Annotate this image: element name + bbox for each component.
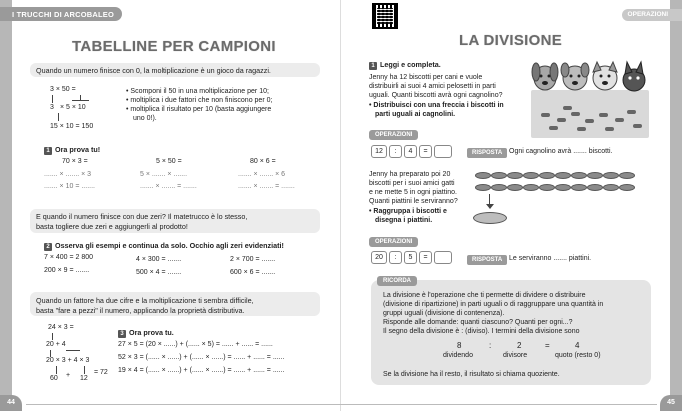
cookie-icon	[523, 184, 539, 191]
try1-c3-r1: 80 × 6 =	[250, 158, 276, 165]
ex2-label	[44, 241, 284, 251]
risposta-label-2: RISPOSTA	[467, 255, 507, 265]
tree1-line	[72, 100, 89, 101]
cookie-icon	[571, 172, 587, 179]
op1-answer-box[interactable]	[434, 145, 452, 158]
tip-text: Scomponi il 50 in una moltiplicazione per 10;	[130, 88, 269, 95]
ex2-r1-c2[interactable]: 4 × 300 = .......	[136, 256, 182, 263]
risposta-label-1: RISPOSTA	[467, 148, 507, 158]
dog-icon	[593, 62, 617, 90]
cookie-icon	[619, 172, 635, 179]
tip-line: • Scomponi il 50 in una moltiplicazione per 10;	[126, 88, 269, 95]
left-header-tab: I TRUCCHI DI ARCOBALEO	[0, 7, 122, 21]
tree3-r4d: = 72	[94, 369, 108, 376]
tree3-r4a: 60	[50, 375, 58, 382]
tree1-line	[52, 95, 53, 103]
tree1-row2b: × 5 × 10	[60, 104, 86, 111]
try1-label-text: Ora prova tu!	[55, 145, 101, 154]
biscuit-icon	[615, 118, 624, 122]
term-value: =	[545, 341, 550, 350]
cookie-icon	[475, 172, 491, 179]
try1-c3-r2[interactable]: ....... × ....... × 6	[238, 171, 286, 178]
cookie-icon	[539, 172, 555, 179]
story2-line: biscotti per i suoi amici gatti	[369, 180, 455, 187]
cookie-icon	[555, 172, 571, 179]
try3-label-text: Ora prova tu.	[129, 328, 174, 337]
intro-text-3a: Quando un fattore ha due cifre e la moltiplicazione ti sembra difficile,	[36, 296, 254, 305]
ex2-r1-c1: 7 × 400 = 2 800	[44, 254, 94, 261]
try1-c2-r3[interactable]: ....... × ....... = .......	[140, 183, 197, 190]
tree1-row1: 3 × 50 =	[50, 86, 76, 93]
try1-c2-r1: 5 × 50 =	[156, 158, 182, 165]
left-side-band	[0, 0, 12, 411]
operazioni-label-2: OPERAZIONI	[369, 237, 418, 247]
cookie-icon	[475, 184, 491, 191]
try1-label	[44, 145, 100, 155]
op1-box: :	[389, 145, 402, 158]
hint2-line: • Raggruppa i biscotti e	[369, 208, 447, 215]
try1-c3-r3[interactable]: ....... × ....... = .......	[238, 183, 295, 190]
left-footer-line	[26, 404, 356, 405]
tip-line: • moltiplica il risultato per 10 (basta aggiungere	[126, 106, 272, 113]
answer2[interactable]: Le serviranno ....... piattini.	[509, 255, 592, 262]
biscuit-icon	[599, 113, 608, 117]
left-page-title: TABELLINE PER CAMPIONI	[72, 38, 276, 55]
story1-line: distribuirli ai suoi 4 amici pelosetti in parti	[369, 83, 496, 90]
tree1-row2a: 3	[50, 104, 54, 111]
cookie-icon	[603, 172, 619, 179]
right-page-title: LA DIVISIONE	[459, 32, 563, 49]
cookie-icon	[491, 184, 507, 191]
cookie-icon	[523, 172, 539, 179]
ex2-r2-c2[interactable]: 500 × 4 = .......	[136, 269, 182, 276]
try3-label	[118, 328, 174, 338]
ricorda-line: Il segno della divisione è : (diviso). I termini della divisione sono	[383, 328, 580, 335]
tree3-line	[84, 366, 85, 374]
story2-line: Jenny ha preparato poi 20	[369, 171, 451, 178]
op1-box: 12	[371, 145, 387, 158]
badge-2: 2	[44, 243, 52, 251]
tip-text: moltiplica i due fattori che non finiscono per 0;	[130, 97, 273, 104]
biscuit-icon	[571, 112, 580, 116]
biscuit-icon	[541, 113, 550, 117]
hint1-text: Distribuisci con una freccia i biscotti in	[373, 102, 504, 109]
op2-box: 5	[404, 251, 417, 264]
cookie-icon	[507, 172, 523, 179]
ricorda-line: gruppi uguali (divisione di contenenza).	[383, 310, 505, 317]
op2-answer-box[interactable]	[434, 251, 452, 264]
operazioni-label-1: OPERAZIONI	[369, 130, 418, 140]
cookie-icon	[539, 184, 555, 191]
hint2-line: disegna i piattini.	[375, 217, 433, 224]
ex1-label	[369, 60, 441, 70]
biscuit-icon	[557, 118, 566, 122]
try1-c2-r2[interactable]: 5 × ....... × .......	[140, 171, 188, 178]
intro-text-3b: basta "fare a pezzi" il numero, applicando la proprietà distributiva.	[36, 306, 245, 315]
right-header-tab: OPERAZIONI	[622, 9, 682, 21]
hint1-line: parti uguali ai cagnolini.	[375, 111, 456, 118]
cookie-icon	[619, 184, 635, 191]
biscuit-icon	[563, 106, 572, 110]
tree3-line	[56, 366, 57, 374]
term-value: 4	[575, 341, 580, 350]
ex1-label-text: Leggi e completa.	[380, 60, 441, 69]
biscuit-icon	[585, 119, 594, 123]
term-value: :	[489, 341, 492, 350]
plate-icon	[473, 212, 507, 224]
try1-c1-r3[interactable]: ....... × 10 = .......	[44, 183, 95, 190]
right-side-band	[670, 0, 682, 411]
tree1-row3: 15 × 10 = 150	[50, 123, 94, 130]
tree3-r1: 24 × 3 =	[48, 324, 74, 331]
ricorda-line: (divisione di ripartizione) in parti uguali o di raggruppare una quantità in	[383, 301, 604, 308]
dog-icon	[623, 62, 645, 91]
hint2-text: Raggruppa i biscotti e	[373, 208, 447, 215]
tree3-line	[66, 350, 80, 351]
term-value: 8	[457, 341, 462, 350]
biscuit-icon	[633, 124, 642, 128]
try3-row[interactable]: 19 × 4 = (...... × ......) + (...... × ......) = ...... + ...... = ......	[118, 367, 285, 374]
biscuit-icon	[577, 127, 586, 131]
ex2-r2-c1[interactable]: 200 × 9 = .......	[44, 267, 90, 274]
cookie-icon	[587, 184, 603, 191]
answer1[interactable]: Ogni cagnolino avrà ....... biscotti.	[509, 148, 613, 155]
biscuit-icon	[605, 127, 614, 131]
badge-1: 1	[369, 62, 377, 70]
term-value: 2	[517, 341, 522, 350]
term-name: divisore	[503, 352, 528, 359]
op1-box: 4	[404, 145, 417, 158]
tree3-r4b: +	[66, 372, 71, 379]
dog-icon	[532, 63, 558, 90]
try1-c1-r1: 70 × 3 =	[62, 158, 88, 165]
story2-line: e ne mette 5 in ogni piattino.	[369, 189, 457, 196]
story1-line: uguali. Quanti biscotti avrà ogni cagnolino?	[369, 92, 503, 99]
story1-line: Jenny ha 12 biscotti per cani e vuole	[369, 74, 483, 81]
term-name: quoto (resto 0)	[555, 352, 601, 359]
op2-box: :	[389, 251, 402, 264]
arrow-down-icon	[486, 204, 494, 209]
ex2-r1-c3[interactable]: 2 × 700 = .......	[230, 256, 276, 263]
cookie-icon	[587, 172, 603, 179]
biscuit-icon	[549, 126, 558, 130]
left-page-number: 44	[0, 395, 22, 411]
tip-text: uno 0!).	[133, 115, 157, 122]
term-name: dividendo	[443, 352, 473, 359]
tree3-line	[52, 333, 53, 340]
cookie-icon	[603, 184, 619, 191]
ricorda-line: La divisione è l'operazione che ti permette di dividere o distribuire	[383, 292, 586, 299]
tree3-r2: 20 + 4	[46, 341, 66, 348]
story2-line: Quanti piattini le serviranno?	[369, 198, 458, 205]
cookie-icon	[507, 184, 523, 191]
qr-code-icon[interactable]	[372, 3, 398, 29]
cookie-icon	[491, 172, 507, 179]
ex2-label-text: Osserva gli esempi e continua da solo. Occhio agli zeri evidenziati!	[55, 241, 284, 250]
op2-box: =	[419, 251, 432, 264]
ricorda-line: Risponde alle domande: quanti ciascuno? Quanti per ogni...?	[383, 319, 573, 326]
intro-text-2b: basta togliere due zeri e aggiungerli al prodotto!	[36, 222, 188, 231]
right-footer-line	[341, 404, 657, 405]
op2-box: 20	[371, 251, 387, 264]
right-page-number: 45	[660, 395, 682, 411]
intro-text-1: Quando un numero finisce con 0, la moltiplicazione è un gioco da ragazzi.	[36, 66, 271, 75]
ricorda-label: RICORDA	[377, 276, 417, 286]
ricorda-last: Se la divisione ha il resto, il risultato si chiama quoziente.	[383, 371, 560, 378]
right-page	[341, 0, 682, 411]
try3-row[interactable]: 27 × 5 = (20 × ......) + (...... × 5) = ...... + ...... = ......	[118, 341, 273, 348]
tree3-r4c: 12	[80, 375, 88, 382]
hint1-line: • Distribuisci con una freccia i biscotti in	[369, 102, 504, 109]
cookie-icon	[571, 184, 587, 191]
badge-3: 3	[118, 330, 126, 338]
try3-row[interactable]: 52 × 3 = (...... × ......) + (...... × ......) = ...... + ...... = ......	[118, 354, 285, 361]
tree3-r3: 20 × 3 + 4 × 3	[46, 357, 90, 364]
tip-text: moltiplica il risultato per 10 (basta aggiungere	[130, 106, 272, 113]
tree1-line	[58, 113, 59, 121]
ex2-r2-c3[interactable]: 600 × 6 = .......	[230, 269, 276, 276]
intro-text-2a: E quando il numero finisce con due zeri? Il matetrucco è lo stesso,	[36, 212, 248, 221]
tree3-line	[50, 350, 51, 357]
tip-line: • moltiplica i due fattori che non finiscono per 0;	[126, 97, 273, 104]
biscuit-icon	[627, 110, 636, 114]
dog-icon	[561, 63, 589, 90]
try1-c1-r2[interactable]: ....... × ....... × 3	[44, 171, 92, 178]
op1-box: =	[419, 145, 432, 158]
cookie-icon	[555, 184, 571, 191]
badge-1: 1	[44, 147, 52, 155]
